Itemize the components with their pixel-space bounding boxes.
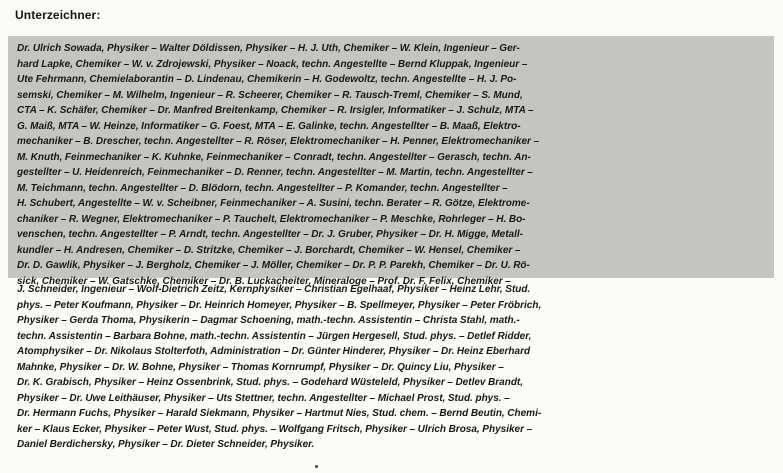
highlighted-signatories-text xyxy=(17,41,769,289)
text-line: ker – Klaus Ecker, Physiker – Peter Wust, Stud. phys. – Wolfgang Fritsch, Physiker – Ulrich Brosa, Physiker – xyxy=(17,423,533,435)
print-speck xyxy=(315,465,318,468)
text-line: H. Schubert, Angestellte – W. v. Scheibner, Feinmechaniker – A. Susini, techn. Berater – R. Götze, Elektrome- xyxy=(17,198,530,209)
text-line: Ute Fehrmann, Chemielaborantin – D. Lindenau, Chemikerin – H. Godewoltz, techn. Angestellte – H. J. Po- xyxy=(17,74,517,85)
text-line: hard Lapke, Chemiker – W. v. Zdrojewski, Physiker – Noack, techn. Angestellte – Bernd Kluppak, Ingenieur – xyxy=(17,58,528,70)
text-line: venschen, techn. Angestellter – P. Arndt, techn. Angestellter – Dr. J. Gruber, Physiker – Dr. H. Migge, Metall- xyxy=(17,229,524,240)
text-line: techn. Assistentin – Barbara Bohne, math.-techn. Assistentin – Jürgen Hergesell, Stud. phys. – Detlef Ridder, xyxy=(17,330,532,342)
text-line: G. Maiß, MTA – W. Heinze, Informatiker – G. Foest, MTA – E. Galinke, techn. Angestellter – B. Maaß, Elektro- xyxy=(17,120,521,132)
text-line: Dr. D. Gawlik, Physiker – J. Bergholz, Chemiker – J. Möller, Chemiker – Dr. P. P. Parekh, Chemiker – Dr. U. Rö- xyxy=(17,260,530,271)
signatories-heading: Unterzeichner: xyxy=(15,8,101,22)
text-line: sick, Chemiker – W. Gatschke, Chemiker – Dr. B. Luckacheiter, Mineraloge – Prof. Dr. F. Felix, Chemiker – xyxy=(17,275,511,287)
text-line: CTA – K. Schäfer, Chemiker – Dr. Manfred Breitenkamp, Chemiker – R. Irsigler, Informatiker – J. Schulz, MTA – xyxy=(17,105,534,116)
text-line: Atomphysiker – Dr. Nikolaus Stolterfoth, Administration – Dr. Günter Hinderer, Physiker – Dr. Heinz Eberhard xyxy=(17,346,531,357)
text-line: Physiker – Dr. Uwe Leithäuser, Physiker – Uts Stettner, techn. Angestellter – Michael Prost, Stud. phys. – xyxy=(17,392,510,404)
text-line: Dr. Hermann Fuchs, Physiker – Harald Siekmann, Physiker – Hartmut Nies, Stud. chem. – Bernd Beutin, Chemi- xyxy=(17,408,542,419)
text-line: Dr. K. Grabisch, Physiker – Heinz Ossenbrink, Stud. phys. – Godehard Wüsteleld, Physiker – Detlev Brandt, xyxy=(17,377,524,388)
text-line: J. Schneider, Ingenieur – Wolf-Dietrich Zeitz, Kernphysiker – Christian Egelhaaf, Physiker – Heinz Lehr, Stud. xyxy=(17,284,531,295)
text-line: M. Knuth, Feinmechaniker – K. Kuhnke, Feinmechaniker – Conradt, techn. Angestellter – Gerasch, techn. An- xyxy=(17,151,531,163)
text-line: chaniker – R. Wegner, Elektromechaniker – P. Tauchelt, Elektromechaniker – P. Meschke, Rohrleger – H. Bo- xyxy=(17,213,526,225)
text-line: kundler – H. Andresen, Chemiker – D. Stritzke, Chemiker – J. Borchardt, Chemiker – W. Hensel, Chemiker – xyxy=(17,244,521,256)
text-line: Dr. Ulrich Sowada, Physiker – Walter Döldissen, Physiker – H. J. Uth, Chemiker – W. Klein, Ingenieur – Ger- xyxy=(17,43,520,54)
text-line: mechaniker – B. Drescher, techn. Angestellter – R. Röser, Elektromechaniker – H. Penner, Elektromechaniker – xyxy=(17,136,540,147)
text-line: semski, Chemiker – M. Wilhelm, Ingenieur – R. Scheerer, Chemiker – R. Tausch-Treml, Chemiker – S. Mund, xyxy=(17,89,523,101)
text-line: Daniel Berdichersky, Physiker – Dr. Dieter Schneider, Physiker. xyxy=(17,439,315,450)
text-line: Physiker – Gerda Thoma, Physikerin – Dagmar Schoening, math.-techn. Assistentin – Christa Stahl, math.- xyxy=(17,315,520,326)
text-line: M. Teichmann, techn. Angestellter – D. Blödorn, techn. Angestellter – P. Komander, techn. Angestellter – xyxy=(17,182,508,194)
text-line: gestellter – U. Heidenreich, Feinmechaniker – D. Renner, techn. Angestellter – M. Martin, techn. Angestellter – xyxy=(17,167,533,178)
text-line: phys. – Peter Koufmann, Physiker – Dr. Heinrich Homeyer, Physiker – B. Spellmeyer, Physiker – Peter Fröbrich, xyxy=(17,299,542,311)
plain-signatories-text xyxy=(17,282,769,453)
text-line: Mahnke, Physiker – Dr. W. Bohne, Physiker – Thomas Kornrumpf, Physiker – Dr. Quincy Liu, Physiker – xyxy=(17,361,504,373)
